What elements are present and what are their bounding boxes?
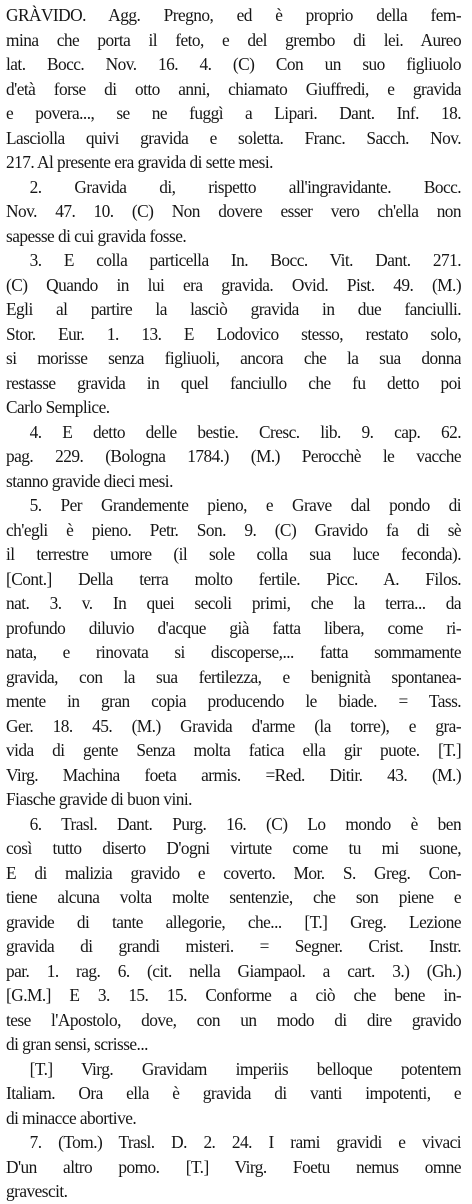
entry-line: sapesse di cui gravida fosse. bbox=[6, 225, 187, 246]
entry-line: stanno gravide dieci mesi. bbox=[6, 470, 173, 491]
entry-line: 3. E colla particella In. Bocc. Vit. Dant. 271. bbox=[29, 250, 462, 270]
entry-line: par. 1. rag. 6. (cit. nella Giampaol. a cart. 3.) (Gh.) bbox=[6, 960, 462, 981]
entry-line: profundo diluvio d'acque già fatta libera, come ri- bbox=[6, 617, 462, 638]
entry-line: vida di gente Senza molta fatica ella gir puote. [T.] bbox=[6, 740, 462, 760]
entry-line: gravida di grandi misteri. = Segner. Crist. Instr. bbox=[6, 936, 462, 956]
entry-line: tese l'Apostolo, dove, con un modo di dire gravido bbox=[6, 1009, 462, 1030]
entry-line: 7. (Tom.) Trasl. D. 2. 24. I rami gravidi e vivaci bbox=[29, 1132, 462, 1152]
entry-line: Virg. Machina foeta armis. =Red. Ditir. 43. (M.) bbox=[6, 764, 462, 785]
entry-line: d'età forse di otto anni, chiamato Giuffredi, e gravida bbox=[6, 78, 462, 99]
entry-line: Lasciolla quivi gravida e soletta. Franc. Sacch. Nov. bbox=[6, 127, 462, 148]
entry-line: Fiasche gravide di buon vini. bbox=[6, 789, 192, 809]
entry-line: di gran sensi, scrisse... bbox=[6, 1034, 148, 1054]
entry-line: GRÀVIDO. Agg. Pregno, ed è proprio della fem- bbox=[6, 5, 462, 25]
entry-line: gravescit. bbox=[6, 1181, 68, 1201]
entry-line: Italiam. Ora ella è gravida di vanti impotenti, e bbox=[6, 1083, 462, 1103]
entry-line: 5. Per Grandemente pieno, e Grave dal pondo di bbox=[29, 495, 462, 515]
entry-line: 4. E detto delle bestie. Cresc. lib. 9. cap. 62. bbox=[29, 421, 462, 442]
entry-line: [Cont.] Della terra molto fertile. Picc. A. Filos. bbox=[6, 568, 462, 589]
entry-line: 217. Al presente era gravida di sette mesi. bbox=[6, 152, 273, 172]
entry-line: di minacce abortive. bbox=[6, 1107, 137, 1128]
entry-line: Ger. 18. 45. (M.) Gravida d'arme (la torre), e gra- bbox=[6, 715, 462, 736]
entry-line: lat. Bocc. Nov. 16. 4. (C) Con un suo figliuolo bbox=[6, 54, 462, 74]
entry-line: mente in gran copia producendo le biade. = Tass. bbox=[6, 691, 462, 711]
entry-line: Nov. 47. 10. (C) Non dovere esser vero ch'ella non bbox=[6, 201, 462, 221]
entry-line: [G.M.] E 3. 15. 15. Conforme a ciò che bene in- bbox=[6, 985, 462, 1005]
entry-line: Carlo Semplice. bbox=[6, 397, 110, 417]
entry-line: gravida, con la sua fertilezza, e benignità spontanea- bbox=[6, 666, 462, 687]
entry-line: pag. 229. (Bologna 1784.) (M.) Perocchè le vacche bbox=[6, 446, 462, 466]
entry-line: (C) Quando in lui era gravida. Ovid. Pist. 49. (M.) bbox=[6, 274, 462, 295]
entry-line: E di malizia gravido e coverto. Mor. S. Greg. Con- bbox=[6, 862, 462, 883]
entry-line: Stor. Eur. 1. 13. E Lodovico stesso, restato solo, bbox=[6, 323, 462, 344]
entry-line: restasse gravida in quel fanciullo che fu detto poi bbox=[6, 372, 462, 393]
entry-line: mina che porta il feto, e del grembo di lei. Aureo bbox=[6, 29, 462, 50]
entry-line: si morisse senza figliuoli, ancora che la sua donna bbox=[6, 348, 462, 368]
entry-line: Egli al partire la lasciò gravida in due fanciulli. bbox=[6, 299, 462, 319]
entry-line: e povera..., se ne fuggì a Lipari. Dant. Inf. 18. bbox=[6, 103, 462, 123]
entry-line: ch'egli è pieno. Petr. Son. 9. (C) Gravido fa di sè bbox=[6, 519, 462, 540]
entry-line: 6. Trasl. Dant. Purg. 16. (C) Lo mondo è ben bbox=[29, 813, 462, 834]
entry-line: 2. Gravida di, rispetto all'ingravidante. Bocc. bbox=[29, 176, 462, 197]
entry-line: nata, e rinovata si discoperse,... fatta sommamente bbox=[6, 642, 462, 662]
entry-line: così tutto diserto D'ogni virtute come tu mi suone, bbox=[6, 838, 462, 858]
entry-line: D'un altro pomo. [T.] Virg. Foetu nemus omne bbox=[6, 1156, 462, 1177]
entry-line: nat. 3. v. In quei secoli primi, che la terra... da bbox=[6, 593, 462, 613]
entry-line: gravide di tante allegorie, che... [T.] Greg. Lezione bbox=[6, 911, 462, 932]
entry-line: tiene alcuna volta molte sentenzie, che son piene e bbox=[6, 887, 462, 907]
entry-line: il terrestre umore (il sole colla sua luce feconda). bbox=[6, 544, 462, 564]
entry-line: [T.] Virg. Gravidam imperiis belloque potentem bbox=[29, 1058, 462, 1079]
